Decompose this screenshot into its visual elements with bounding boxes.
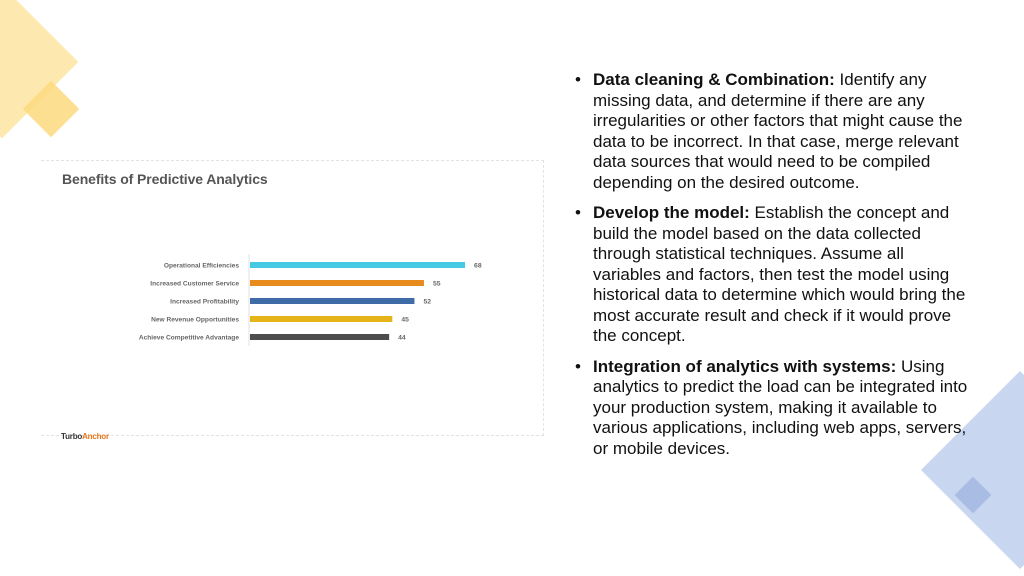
- bar: [250, 298, 414, 304]
- bullet-heading: Integration of analytics with systems:: [593, 356, 897, 376]
- bullet-heading: Develop the model:: [593, 203, 750, 222]
- bullet-item: [575, 70, 975, 193]
- bullet-body: [593, 203, 975, 347]
- bullet-text: Using analytics to predict the load can be integrated into your production system, making it available to various applications, including web apps, servers, or mobile devices.: [593, 356, 968, 458]
- category-label: Operational Efficiencies: [163, 262, 239, 270]
- bullet-text: Identify any missing data, and determine if there are any irregularities or other factors that might cause the data to be incorrect. In that case, merge relevant data sources that would need to be compiled depending on the desired outcome.: [593, 70, 963, 192]
- bullet-dot: •: [575, 70, 581, 89]
- chart-card: [41, 160, 544, 441]
- bullet-list: [575, 70, 975, 469]
- bar: [250, 334, 389, 340]
- bar: [250, 280, 424, 286]
- category-label: Achieve Competitive Advantage: [138, 334, 239, 342]
- brand-logo: TurboAnchor: [61, 432, 109, 441]
- bar: [250, 262, 465, 268]
- chart-title: Benefits of Predictive Analytics: [62, 171, 268, 187]
- bar-chart: [41, 161, 544, 437]
- value-label: 44: [398, 334, 406, 342]
- bullet-item: [575, 357, 975, 460]
- bullet-dot: •: [575, 356, 581, 376]
- bar: [250, 316, 392, 322]
- value-label: 68: [474, 262, 482, 270]
- bullet-text: Establish the concept and build the model based on the data collected through statistical techniques. Assume all variables and factors, then test the model using historical data to determine which would bring the most accurate result and check if it would prove the concept.: [593, 203, 966, 345]
- category-label: New Revenue Opportunities: [151, 316, 239, 324]
- bullet-body: [593, 70, 975, 193]
- value-label: 45: [401, 316, 409, 324]
- bullet-item: [575, 203, 975, 347]
- bullet-body: [593, 357, 975, 460]
- bullet-dot: •: [575, 203, 581, 222]
- category-label: Increased Customer Service: [150, 280, 239, 288]
- value-label: 52: [423, 298, 432, 306]
- value-label: 55: [432, 280, 441, 288]
- bullet-heading: Data cleaning & Combination:: [593, 70, 835, 89]
- category-label: Increased Profitability: [170, 298, 239, 306]
